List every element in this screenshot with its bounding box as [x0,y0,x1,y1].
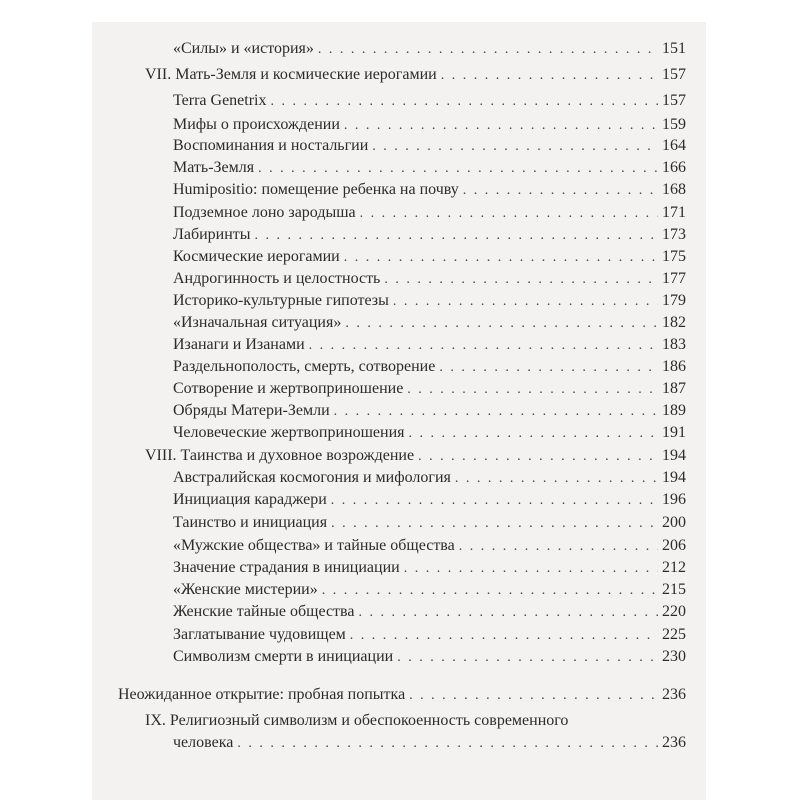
toc-entry-page: 171 [662,204,686,221]
toc-entry [173,402,686,420]
toc-entry-title: Значение страдания в инициации [173,559,400,576]
toc-entry-page: 236 [662,686,686,703]
toc-entry-page: 194 [662,469,686,486]
toc-entry [173,292,686,310]
toc-entry [173,648,686,666]
toc-entry-title: Terra Genetrix [173,92,267,109]
toc-entry-title: Космические иерогамии [173,248,340,265]
leader-dots [409,426,659,442]
leader-dots [258,161,658,177]
leader-dots [393,294,658,310]
toc-entry-page: 177 [662,270,686,287]
leader-dots [322,583,658,599]
toc-entry-title: Изанаги и Изанами [173,336,305,353]
leader-dots [237,736,658,752]
toc-section [118,686,686,704]
toc-entry-title: «Мужские общества» и тайные общества [173,537,455,554]
toc-chapter-continuation [173,734,686,752]
toc-entry-page: 187 [662,380,686,397]
leader-dots [418,449,658,465]
toc-entry [173,204,686,222]
toc-entry-page: 157 [662,66,686,83]
toc-entry-page: 159 [662,116,686,133]
leader-dots [441,68,658,84]
leader-dots [331,493,658,509]
toc-entry-title: Мифы о происхождении [173,116,340,133]
toc-entry-page: 220 [662,603,686,620]
leader-dots [344,250,658,266]
leader-dots [360,206,658,222]
toc-entry-page: 236 [662,734,686,751]
toc-chapter-title: IX. Религиозный символизм и обеспокоенность современного [145,712,569,729]
toc-entry [173,358,686,376]
leader-dots [345,316,658,332]
toc-entry-page: 186 [662,358,686,375]
leader-dots [271,94,659,110]
toc-entry [173,159,686,177]
toc-entry-title: Раздельнополость, смерть, сотворение [173,358,436,375]
toc-entry [173,116,686,134]
toc-entry-page: 212 [662,559,686,576]
leader-dots [255,228,658,244]
toc-entry-page: 196 [662,491,686,508]
toc-entry-page: 206 [662,537,686,554]
toc-entry-page: 183 [662,336,686,353]
toc-entry-title: Символизм смерти в инициации [173,648,394,665]
toc-entry [173,270,686,288]
toc-entry-title: Неожиданное открытие: пробная попытка [118,686,406,703]
toc-entry-page: 215 [662,581,686,598]
leader-dots [344,118,658,134]
toc-entry-title: Женские тайные общества [173,603,355,620]
toc-entry [173,559,686,577]
toc-entry-page: 164 [662,137,686,154]
toc-entry-title: Историко-культурные гипотезы [173,292,389,309]
toc-entry-title: Обряды Матери-Земли [173,402,330,419]
leader-dots [318,42,658,58]
toc-chapter [145,66,686,84]
leader-dots [439,360,658,376]
leader-dots [331,516,658,532]
toc-entry-title: Humipositio: помещение ребенка на почву [173,181,459,198]
toc-entry [173,336,686,354]
leader-dots [407,382,658,398]
leader-dots [459,539,658,555]
toc-entry [173,514,686,532]
toc-entry-title: Заглатывание чудовищем [173,626,346,643]
toc-entry [173,181,686,199]
toc-entry-title: Андрогинность и целостность [173,270,381,287]
toc-entry-page: 194 [662,447,686,464]
toc-entry-title: VII. Мать-Земля и космические иерогамии [145,66,437,83]
leader-dots [359,605,659,621]
toc-entry-title: «Женские мистерии» [173,581,318,598]
toc-entry [173,491,686,509]
toc-entry-title: Мать-Земля [173,159,255,176]
toc-entry-title: Воспоминания и ностальгии [173,137,369,154]
leader-dots [334,404,658,420]
toc-chapter [145,447,686,465]
toc-entry [173,314,686,332]
toc-entry-page: 157 [662,92,686,109]
toc-entry-title: Лабиринты [173,226,251,243]
toc-entry [173,626,686,644]
toc-entry-page: 200 [662,514,686,531]
toc-entry-page: 173 [662,226,686,243]
toc-entry [173,137,686,155]
toc-entry-title: человека [173,734,234,751]
leader-dots [455,471,658,487]
toc-entry-page: 230 [662,648,686,665]
toc-entry-title: VIII. Таинства и духовное возрождение [145,447,415,464]
toc-entry [173,537,686,555]
leader-dots [397,650,658,666]
toc-entry-page: 175 [662,248,686,265]
toc-entry-title: Таинство и инициация [173,514,328,531]
toc-entry-title: Австралийская космогония и мифология [173,469,451,486]
toc-entry [173,469,686,487]
toc-entry [173,226,686,244]
toc-entry [173,581,686,599]
toc-entry [173,380,686,398]
leader-dots [372,139,658,155]
toc-entry-page: 166 [662,159,686,176]
leader-dots [350,628,658,644]
toc-entry-title: «Силы» и «история» [173,40,314,57]
toc-entry-page: 191 [662,424,686,441]
toc-entry [173,424,686,442]
toc-entry [173,248,686,266]
toc-entry-title: Инициация караджери [173,491,327,508]
toc-entry-title: «Изначальная ситуация» [173,314,342,331]
leader-dots [463,183,658,199]
leader-dots [384,272,658,288]
toc-entry [173,92,686,110]
leader-dots [404,561,658,577]
toc-entry-title: Человеческие жертвоприношения [173,424,405,441]
toc-entry-page: 168 [662,181,686,198]
toc-entry-page: 179 [662,292,686,309]
toc-entry [173,603,686,621]
toc-entry-title: Сотворение и жертвоприношение [173,380,404,397]
toc-entry [173,40,686,58]
toc-entry-page: 182 [662,314,686,331]
toc-entry-page: 225 [662,626,686,643]
toc-entry-title: Подземное лоно зародыша [173,204,356,221]
toc-entry-page: 151 [662,40,686,57]
toc-entry-page: 189 [662,402,686,419]
leader-dots [409,688,658,704]
leader-dots [309,338,658,354]
